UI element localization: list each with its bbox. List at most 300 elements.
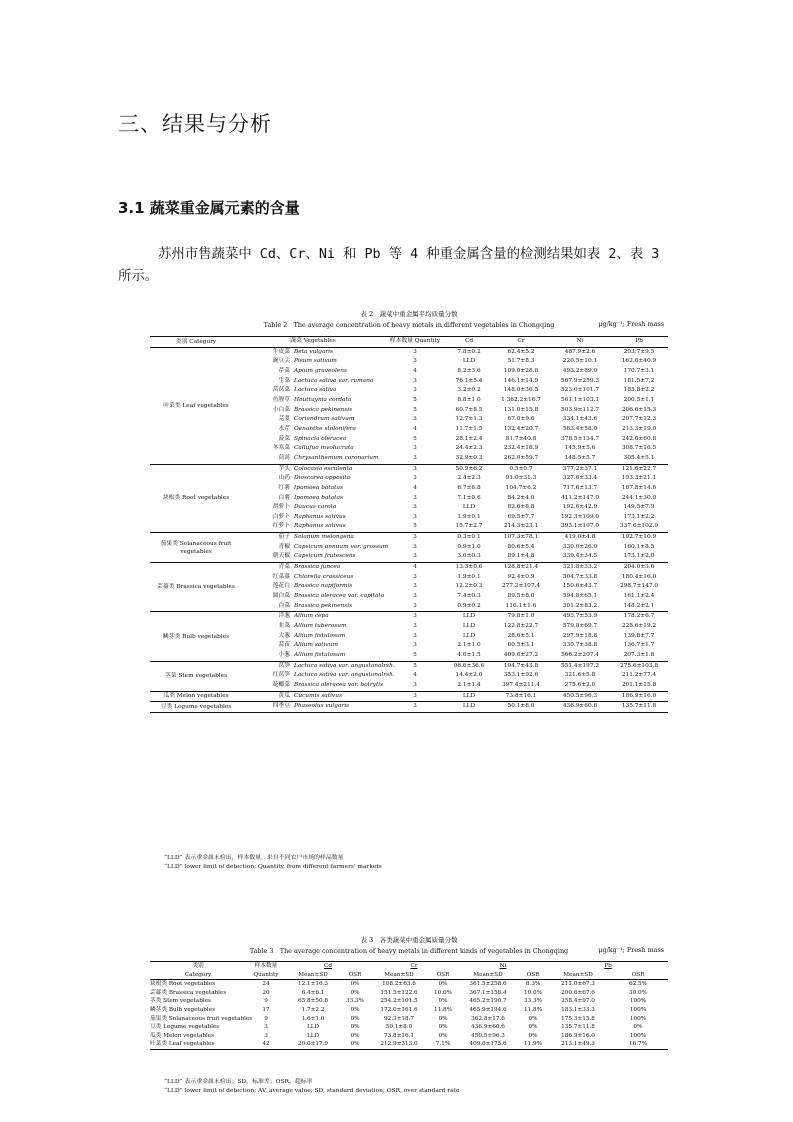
table3-cell: 100% — [629, 1015, 647, 1022]
table2-quantity: 3 — [413, 681, 417, 688]
table2-veg-latin: Cucumis sativus — [294, 692, 342, 699]
table2-ni: 419.0±4.8 — [564, 534, 596, 541]
table2-veg-latin: Ipomoea batatas — [294, 494, 343, 501]
table3-cell: 73.8±16.1 — [383, 1032, 415, 1039]
table2-cr: 79.8±1.0 — [507, 613, 535, 620]
table2-cd: LLD — [462, 692, 476, 699]
table3-cell: 瓜类 Melon vegetables — [150, 1032, 215, 1039]
table2-veg-latin: Colocasia esculenta — [294, 465, 353, 472]
table2-ni: 330.0±26.0 — [562, 543, 598, 550]
table2-cr: 262.0±59.7 — [503, 454, 539, 461]
table-row — [150, 1032, 668, 1041]
table3-cell: 12.1±16.3 — [297, 981, 329, 988]
table2-cr: 122.8±22.7 — [503, 623, 539, 630]
table2-category: 豆类 Legume vegetables — [160, 704, 232, 711]
table2-cr: 214.3±23.1 — [503, 523, 539, 530]
table2-pb: 173.1±2.2 — [623, 513, 655, 520]
table2 — [150, 336, 668, 713]
table2-header-category: 类别 Category — [175, 338, 217, 345]
table2-category: 茎菜 Stem vegetables — [164, 673, 228, 680]
table3-cell: 172.0±161.6 — [380, 1006, 418, 1013]
table2-pb: 161.1±2.4 — [623, 593, 655, 600]
table2-ni: 450.5±96.3 — [562, 692, 598, 699]
table2-cr: 73.8±16.1 — [505, 692, 537, 699]
table2-quantity: 3 — [413, 703, 417, 710]
table3-cell: 62.5% — [628, 981, 648, 988]
table2-quantity: 3 — [413, 513, 417, 520]
table3-cell: 135.7±11.8 — [561, 1024, 595, 1031]
table2-veg-cn: 白菜 — [278, 602, 290, 609]
table2-cd: 0.3±0.1 — [457, 534, 481, 541]
table3-cell: 3 — [264, 1032, 268, 1039]
table2-pb: 149.5±7.9 — [623, 504, 655, 511]
table3-cell: LLD — [306, 1024, 320, 1031]
table2-veg-cn: 朝天椒 — [272, 553, 290, 560]
table2-ni: 579.8±69.7 — [562, 623, 598, 630]
table2-veg-cn: 小葱 — [278, 652, 290, 658]
table2-veg-latin: Capsicum annuum var. grossum — [294, 543, 389, 550]
table3-cell: 65.8±50.8 — [297, 998, 329, 1005]
table2-quantity: 4 — [413, 672, 417, 679]
table2-cr: 81.7±40.8 — [505, 435, 537, 442]
table2-veg-cn: 四季豆 — [272, 703, 290, 710]
table2-veg-latin: Allium cepa — [294, 613, 329, 620]
table2-pb: 201.1±15.8 — [621, 681, 657, 688]
table2-caption-en-text: Table 2 The average concentration of heavy metals in different vegetables in Chongqing — [263, 321, 555, 329]
table3-caption-cn: 表 3 各类蔬菜中重金属质量分数 — [360, 936, 458, 944]
table2-quantity: 3 — [413, 553, 417, 560]
table2-cd: 7.8±0.2 — [457, 348, 481, 355]
table3-cell: 175.3±15.8 — [561, 1015, 595, 1022]
table2-ni: 297.9±18.8 — [562, 632, 598, 639]
table2-ni: 717.6±13.7 — [562, 484, 598, 491]
table3-cell: 1.7±2.2 — [301, 1006, 325, 1013]
table2-cr: 92.4±0.9 — [507, 573, 535, 580]
table2-group — [150, 661, 668, 691]
table3-cell: 0% — [438, 1015, 448, 1022]
table3-caption-en-text: Table 3 The average concentration of heavy metals in different kinds of vegetables in Chongqing — [249, 947, 569, 955]
table2-ni: 377.2±37.1 — [562, 465, 598, 472]
table2-cr: 89.1±4.8 — [507, 553, 535, 560]
table2-pb: 186.9±16.0 — [621, 692, 657, 699]
table2-cd: 28.1±2.4 — [455, 435, 483, 442]
table2-veg-cn: 小白菜 — [272, 406, 290, 413]
table2-cd: 11.7±1.5 — [455, 425, 483, 432]
table2-ni: 150.6±43.7 — [562, 583, 598, 590]
table2-header-quantity: 样本数量 Quantity — [389, 338, 441, 344]
table3-note-cn: “LLD” 表示重金属未检出；SD，标准差；OSR，超标率 — [164, 1079, 313, 1085]
table2-veg-cn: 茼蒿 — [278, 454, 290, 461]
table2-cr: 80.6±5.4 — [507, 543, 535, 550]
table3-cell: 8.3% — [525, 981, 541, 988]
table2-veg-latin: Dioscorea opposita — [294, 475, 351, 482]
table2-veg-latin: Lactuca sativa var. angustanalrsh. — [294, 662, 395, 669]
table3-cell: 24 — [262, 981, 270, 988]
table2-pb: 207.3±1.8 — [623, 652, 655, 658]
table2-veg-cn: 青椒 — [278, 543, 290, 550]
table-row — [150, 997, 668, 1006]
table3-cell: 0% — [350, 981, 360, 988]
table2-pb: 136.7±1.7 — [623, 642, 655, 649]
table2-ni: 566.2±207.4 — [560, 652, 600, 658]
table2-cr: 232.4±18.9 — [503, 445, 539, 452]
table2-cd: LLD — [462, 358, 476, 365]
table3-head-ni-mean: Mean±SD — [473, 971, 503, 978]
table3-cell: 254.2±101.5 — [380, 998, 418, 1005]
table3-head-cr: Cr — [410, 963, 418, 969]
table3-cell: 33.3% — [345, 998, 365, 1005]
table2-veg-cn: 圆白菜 — [272, 593, 290, 600]
table-row — [150, 1015, 668, 1024]
table2-cd: 6.7±6.8 — [457, 484, 481, 491]
table2-cd: 0.9±1.0 — [457, 543, 481, 550]
table2-veg-cn: 冬寒菜 — [272, 445, 290, 452]
table2-quantity: 3 — [413, 416, 417, 423]
table2-ni: 523.0±101.7 — [560, 387, 600, 394]
table2-cr: 67.0±9.6 — [507, 416, 535, 423]
table2-veg-cn: 蒜苗 — [278, 642, 290, 649]
table-row — [150, 612, 668, 622]
table2-pb: 305.4±5.1 — [623, 454, 655, 461]
table3-cell: 213.1±49.3 — [561, 1041, 595, 1048]
table2-pb: 337.6±102.9 — [619, 523, 659, 530]
table2-ni: 561.1±103.1 — [560, 396, 600, 403]
table3-head-quantity: Quantity — [253, 971, 279, 978]
table2-quantity: 5 — [413, 662, 417, 669]
table2-pb: 298.7±147.0 — [619, 583, 659, 590]
table2-pb: 275.6±103.8 — [619, 662, 659, 669]
table2-cd: 12.2±0.3 — [455, 583, 483, 590]
table2-veg-cn: 茄子 — [278, 534, 290, 541]
table2-cr: 84.2±4.0 — [507, 494, 535, 501]
table2-cd: 24.4±2.3 — [455, 445, 483, 452]
table-row — [150, 563, 668, 573]
table2-veg-latin: Houttuynia cordata — [294, 396, 352, 403]
table2-cr: 131.0±15.8 — [503, 406, 539, 413]
table2-ni: 339.4±34.5 — [562, 553, 598, 560]
table2-veg-latin: Lactuca sativa var. romana — [294, 377, 374, 384]
table2-cr: 107.3±78.1 — [503, 534, 539, 541]
table2-ni: 148.5±5.7 — [564, 454, 596, 461]
table3-cell: 258.4±97.0 — [561, 998, 595, 1005]
paragraph-text: 苏州市售蔬菜中 Cd、Cr、Ni 和 Pb 等 4 种重金属含量的检测结果如表 2、表 3 所示。 — [118, 247, 660, 284]
table2-pb: 180.4±16.0 — [621, 573, 657, 580]
table2-veg-latin: Brassica napiformis — [294, 583, 353, 590]
table2-cd: LLD — [462, 613, 476, 620]
table2-ni: 393.1±107.0 — [560, 523, 600, 530]
table2-cd: 0.9±0.2 — [457, 602, 481, 609]
table2-quantity: 5 — [413, 435, 417, 442]
table2-cd: 2.4±2.3 — [457, 475, 481, 482]
table3-cell: 10.0% — [523, 989, 543, 996]
table2-quantity: 4 — [413, 367, 417, 374]
table2-quantity: 3 — [413, 387, 417, 394]
table2-pb: 207.7±12.3 — [621, 416, 657, 423]
table2-quantity: 3 — [413, 454, 417, 461]
table2-pb: 162.6±40.9 — [621, 358, 657, 365]
table3-header-row-1 — [150, 962, 668, 971]
table2-ni: 321.6±5.8 — [564, 672, 596, 679]
table2-cr: 148.0±36.5 — [503, 387, 539, 394]
table2-veg-latin: Allium tuberosum — [294, 623, 347, 630]
table2-quantity: 3 — [413, 465, 417, 472]
table3-cell: 0% — [350, 1024, 360, 1031]
table2-pb: 193.3±21.1 — [621, 475, 657, 482]
table2-cd: 12.7±1.3 — [455, 416, 483, 423]
table3-cell: 367.1±158.4 — [469, 989, 507, 996]
table3-cell: 0% — [350, 1006, 360, 1013]
table2-cr: 397.4±211.4 — [501, 681, 541, 688]
table2-veg-cn: 菠菜 — [278, 435, 290, 442]
table2-pb: 204.0±3.6 — [623, 564, 655, 571]
table2-veg-cn: 芋头 — [278, 465, 290, 472]
table2-pb: 148.2±2.1 — [623, 602, 655, 609]
table2-cr: 60.5±3.1 — [507, 642, 535, 649]
table3-head-cd-osr: OSR — [348, 971, 362, 978]
table2-veg-cn: 豌豆尖 — [272, 358, 290, 365]
table3-cell: 0% — [633, 1024, 643, 1031]
table2-cd: 8.2±3.6 — [457, 367, 481, 374]
table3-cell: 100% — [629, 998, 647, 1005]
table2-quantity: 3 — [413, 623, 417, 630]
table3-cell: 50.1±8.0 — [385, 1024, 413, 1031]
section-title: 三、结果与分析 — [118, 112, 272, 136]
table3-head-cr-mean: Mean±SD — [384, 971, 414, 978]
table2-quantity: 3 — [413, 494, 417, 501]
body-paragraph — [118, 244, 678, 288]
table3-cell: 183.1±33.3 — [561, 1006, 595, 1013]
table2-cd: 3.2±0.2 — [457, 387, 481, 394]
table2-veg-latin: Chlorella crassiceus — [294, 573, 354, 580]
table2-cd: LLD — [462, 504, 476, 511]
table2-header-vegetables: 蔬菜 Vegetables — [290, 338, 336, 344]
table-row — [150, 1006, 668, 1015]
table3-head-category: Category — [184, 971, 212, 978]
table2-quantity: 5 — [413, 406, 417, 413]
table2-cr: 82.6±8.8 — [507, 504, 535, 511]
table-row — [150, 464, 668, 474]
table2-ni: 563.4±58.0 — [562, 425, 598, 432]
table2-cr: 277.2±107.4 — [501, 583, 541, 590]
table2-pb: 242.6±60.8 — [621, 435, 657, 442]
table2-quantity: 3 — [413, 377, 417, 384]
table2-pb: 228.6±19.2 — [621, 623, 657, 630]
table2-category: 瓜类 Melon vegetables — [163, 693, 229, 700]
table3 — [150, 961, 668, 1050]
table2-group — [150, 464, 668, 533]
table2-pb: 135.7±11.8 — [621, 703, 657, 710]
table2-caption-en — [150, 320, 668, 329]
table2-veg-cn: 白薯 — [278, 494, 290, 501]
table3-cell: 20 — [262, 989, 270, 996]
table3-cell: 6.4±6.1 — [301, 989, 325, 996]
table3-cell: 11.8% — [523, 1006, 543, 1013]
table2-veg-latin: Lactuca sativa var. angustanalrsh. — [294, 672, 395, 679]
table3-cell: 409.6±175.6 — [469, 1041, 507, 1048]
table3-caption-en — [150, 946, 668, 955]
table2-cr: 409.6±27.2 — [503, 652, 539, 658]
table2-veg-cn: 生菜 — [278, 377, 290, 384]
table2-pb: 181.5±7.2 — [623, 377, 655, 384]
table2-cd: 2.1±1.0 — [457, 642, 481, 649]
table2-group — [150, 533, 668, 563]
table2-group — [150, 702, 668, 713]
table2-cd: 32.9±0.3 — [455, 454, 483, 461]
table3-head-cd-mean: Mean±SD — [298, 971, 328, 978]
table2-veg-cn: 红莴笋 — [272, 672, 290, 679]
table2-category: 鳞茎类 Bulb vegetables — [162, 633, 230, 640]
table3-cell: 211.0±67.3 — [561, 981, 595, 988]
table2-veg-cn: 花椰菜 — [272, 681, 290, 688]
table2-pb: 173.1±2.0 — [623, 553, 655, 560]
table2-ni: 436.9±60.6 — [562, 703, 598, 710]
table-row — [150, 347, 668, 357]
table3-cell: 16.7% — [628, 1041, 648, 1048]
table2-cr: 116.1±1.6 — [505, 602, 537, 609]
table2-pb: 206.6±15.3 — [621, 406, 657, 413]
table2-veg-latin: Allium fistulosum — [294, 652, 346, 658]
table2-ni: 411.2±147.0 — [560, 494, 600, 501]
table2-cr: 0.5±0.7 — [509, 465, 533, 472]
table2-veg-latin: Ipomoea batatas — [294, 484, 343, 491]
table2-veg-latin: Brassica oleracea var. botrytis — [294, 681, 384, 688]
table2-veg-latin: Oenanthe stolonifera — [294, 425, 356, 432]
table3-cell: 芸薹类 Brassica vegetables — [150, 989, 227, 996]
table3-unit: μg/kg⁻¹; Fresh mass — [598, 946, 664, 954]
table2-header-cd: Cd — [464, 338, 474, 344]
table2-veg-cn: 青菜 — [278, 564, 290, 571]
table2-cd: 7.4±0.3 — [457, 593, 481, 600]
table2-cd: 96.6±36.6 — [453, 662, 485, 669]
table-row — [150, 702, 668, 713]
table3-cell: 0% — [438, 981, 448, 988]
table2-veg-latin: Apium graveolens — [294, 367, 347, 374]
table2-category: 芸薹类 Brassica vegetables — [157, 584, 235, 591]
table2-quantity: 3 — [413, 445, 417, 452]
table2-veg-latin: Brassica oleracea var. capitata — [294, 593, 385, 600]
table2-header-ni: Ni — [576, 338, 584, 344]
table2-ni: 301.2±83.2 — [562, 602, 598, 609]
table3-cell: 465.9±194.6 — [469, 1006, 507, 1013]
table2-cd: 14.4±2.0 — [455, 672, 483, 679]
table3-cell: 10.0% — [433, 989, 453, 996]
table2-pb: 213.3±19.0 — [621, 425, 657, 432]
table2-ni: 567.9±259.3 — [560, 377, 600, 384]
table3-cell: 17 — [262, 1006, 270, 1013]
table2-cr: 69.5±7.7 — [507, 513, 535, 520]
table2-veg-latin: Solanum melongena — [294, 534, 354, 541]
table2-pb: 121.6±22.7 — [621, 465, 657, 472]
table2-veg-cn: 韭菜 — [278, 623, 290, 630]
table2-pb: 178.2±6.7 — [623, 613, 655, 620]
table2-cr: 91.0±31.3 — [505, 475, 537, 482]
table2-veg-latin: Brassica juncea — [294, 564, 341, 571]
subsection-title: 3.1 蔬菜重金属元素的含量 — [118, 199, 300, 217]
table3-cell: 42 — [262, 1041, 270, 1048]
table2-ni: 503.9±112.7 — [560, 406, 600, 413]
table3-cell: 块根类 Root vegetables — [150, 981, 216, 988]
table3-cell: 叶菜类 Leaf vegetables — [150, 1041, 215, 1048]
table2-unit: μg/kg⁻¹; Fresh mass — [598, 320, 664, 328]
table2-quantity: 4 — [413, 484, 417, 491]
table2-ni: 327.6±33.4 — [562, 475, 598, 482]
table3-cell: 茎类 Stem vegetables — [150, 998, 211, 1005]
table2-veg-latin: Raphanus sativus — [294, 523, 346, 530]
table2-veg-cn: 胡萝卜 — [272, 504, 290, 511]
table-row — [150, 1023, 668, 1032]
table-row — [150, 533, 668, 543]
table2-header-row — [150, 337, 668, 348]
table3-head-pb-osr: OSR — [631, 971, 645, 978]
table2-ni: 504.7±33.8 — [562, 573, 598, 580]
table3-cell: 92.3±18.7 — [383, 1015, 415, 1022]
table2-veg-latin: Allium fistulosum — [294, 632, 346, 639]
table2-cr: 1 362.2±16.7 — [501, 396, 541, 403]
table-row — [150, 1040, 668, 1049]
table2-cd: 60.7±8.5 — [455, 406, 483, 413]
table2-group — [150, 612, 668, 661]
table2-cd: 1.9±0.1 — [457, 573, 481, 580]
table2-cr: 28.6±5.1 — [507, 632, 535, 639]
table3-cell: 0% — [528, 1015, 538, 1022]
table2-veg-latin: Brassica pekinensis — [294, 406, 353, 413]
table2-category: 叶菜类 Leaf vegetables — [163, 402, 229, 409]
table2-category: 块根类 Root vegetables — [162, 495, 230, 502]
table3-cell: 108.2±63.6 — [382, 981, 416, 988]
table-row — [150, 661, 668, 671]
table2-veg-cn: 牛皮菜 — [272, 348, 290, 355]
table3-cell: 361.5±258.6 — [469, 981, 507, 988]
table2-quantity: 3 — [413, 475, 417, 482]
table3-header-row-2 — [150, 971, 668, 980]
table2-cr: 146.1±14.9 — [503, 377, 539, 384]
table2-pb: 244.1±30.0 — [621, 494, 657, 501]
table3-cell: 100% — [629, 1032, 647, 1039]
table2-veg-latin: Daucus carota — [294, 504, 337, 511]
table3-cell: 212.9±313.0 — [380, 1041, 418, 1048]
table2-quantity: 3 — [413, 504, 417, 511]
table2-veg-latin: Spinacia oleracea — [294, 435, 347, 442]
table2-cr: 50.1±8.0 — [507, 703, 535, 710]
table2-ni: 594.8±65.1 — [562, 593, 598, 600]
table3-cell: LLD — [306, 1032, 320, 1039]
table2-cd: LLD — [462, 703, 476, 710]
table2-veg-cn: 莴笋 — [278, 662, 290, 669]
table2-group — [150, 347, 668, 464]
table2-cr: 194.7±43.8 — [503, 662, 539, 669]
table3-cell: 186.9±16.0 — [561, 1032, 595, 1039]
table2-quantity: 5 — [413, 652, 417, 658]
table2-cd: LLD — [462, 623, 476, 630]
table2-veg-cn: 鱼腥草 — [272, 396, 290, 403]
table2-quantity: 3 — [413, 358, 417, 365]
table3-head-pb: Pb — [604, 963, 612, 969]
table2-cd: 2.1±1.4 — [457, 681, 481, 688]
table2-ni: 378.5±134.7 — [560, 435, 600, 442]
table2-quantity: 3 — [413, 534, 417, 541]
table2-ni: 321.8±33.2 — [562, 564, 598, 571]
table2-cd: 3.6±0.3 — [457, 553, 481, 560]
table2-pb: 203.7±9.5 — [623, 348, 655, 355]
table2-ni: 493.7±53.9 — [562, 613, 598, 620]
table2-veg-cn: 莲花白 — [272, 583, 290, 590]
table3-cell: 0% — [350, 1015, 360, 1022]
table2-veg-cn: 红菜薹 — [272, 573, 290, 580]
table3-cell: 0% — [350, 989, 360, 996]
table2-note-cn: “LLD” 表示重金属未检出，样本数量，来自不同农户市场的样品数量 — [164, 855, 344, 861]
table2-veg-cn: 红薯 — [278, 484, 290, 491]
table2-pb: 170.7±3.1 — [623, 367, 655, 374]
